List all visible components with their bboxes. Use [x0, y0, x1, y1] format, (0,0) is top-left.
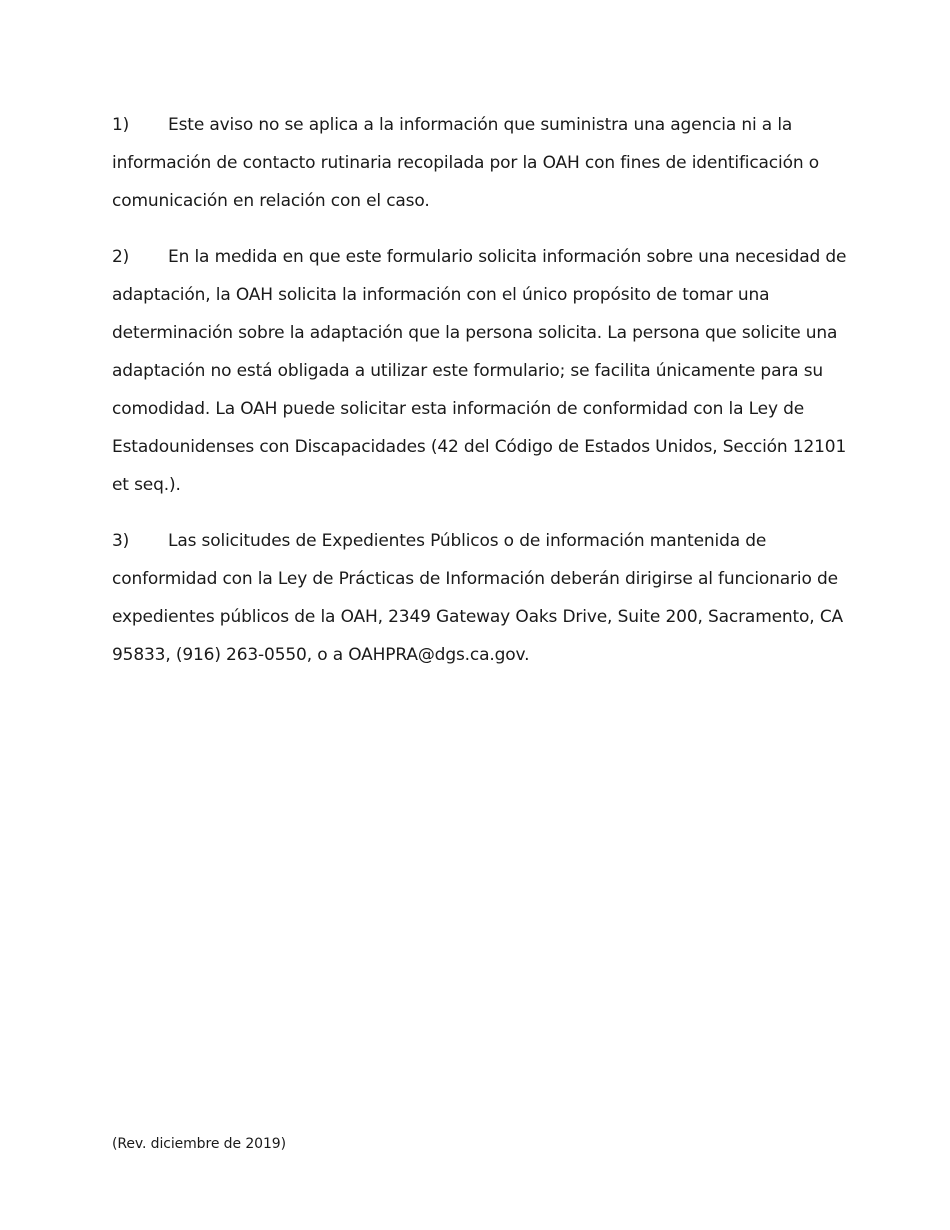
- item-text-3: Las solicitudes de Expedientes Públicos o de información mantenida de conformidad con la Ley de Prácticas de Información deberán dirigirse al funcionario de expedientes públicos de la OAH, 2349 Gateway Oaks Drive, Suite 200, Sacramento, CA 95833, (916) 263-0550, o a OAHPRA@dgs.ca.gov.: [112, 531, 844, 665]
- list-item-2: [112, 238, 857, 504]
- list-item-1: [112, 106, 857, 220]
- revision-note: (Rev. diciembre de 2019): [112, 1136, 286, 1152]
- item-text-1: Este aviso no se aplica a la información que suministra una agencia ni a la información de contacto rutinaria recopilada por la OAH con fines de identificación o comunicación en relación con el caso.: [112, 115, 819, 211]
- numbered-list: [112, 106, 857, 692]
- item-number-1: 1): [112, 115, 130, 135]
- item-number-3: 3): [112, 531, 130, 551]
- list-item-3: [112, 522, 857, 674]
- item-number-2: 2): [112, 247, 130, 267]
- item-text-2: En la medida en que este formulario solicita información sobre una necesidad de adaptación, la OAH solicita la información con el único propósito de tomar una determinación sobre la adaptación que la persona solicita. La persona que solicite una adaptación no está obligada a utilizar este formulario; se facilita únicamente para su comodidad. La OAH puede solicitar esta información de conformidad con la Ley de Estadounidenses con Discapacidades (42 del Código de Estados Unidos, Sección 12101 et seq.).: [112, 247, 847, 495]
